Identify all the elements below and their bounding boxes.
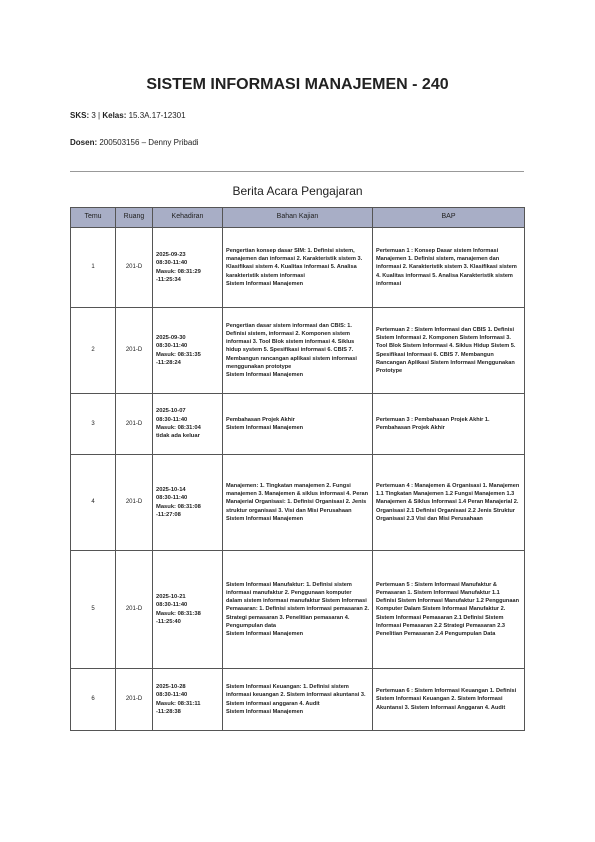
cell-temu: 6 (71, 669, 116, 731)
cell-temu: 1 (71, 228, 116, 308)
teaching-log-table (70, 207, 525, 731)
cell-kehadiran: 2025-10-07 08:30-11:40 Masuk: 08:31:04 tidak ada keluar (153, 394, 223, 455)
cell-kehadiran: 2025-10-21 08:30-11:40 Masuk: 08:31:38 -11:25:40 (153, 551, 223, 669)
sks-label: SKS: (70, 111, 90, 120)
table-row (71, 394, 525, 455)
cell-bap: Pertemuan 5 : Sistem Informasi Manufaktur & Pemasaran 1. Sistem Informasi Manufaktur 1.1 Definisi Sistem Informasi Manufaktur 1.2 Penggunaan Komputer Dalam Sistem Informasi Manufaktur 2. Sistem Informasi Pemasaran 2.1 Definisi Sistem Informasi Pemasaran 2.2 Strategi Pemasaran 2.3 Penelitian Pemasaran 2.4 Pengumpulan Data (373, 551, 525, 669)
cell-ruang: 201-D (116, 394, 153, 455)
cell-ruang: 201-D (116, 669, 153, 731)
cell-bahan-kajian: Sistem Informasi Keuangan: 1. Definisi sistem informasi keuangan 2. Sistem informasi akuntansi 3. Sistem informasi anggaran 4. Audit Sistem Informasi Manajemen (223, 669, 373, 731)
cell-kehadiran: 2025-10-28 08:30-11:40 Masuk: 08:31:11 -11:28:38 (153, 669, 223, 731)
cell-bahan-kajian: Manajemen: 1. Tingkatan manajemen 2. Fungsi manajemen 3. Manajemen & siklus informasi 4. Peran Manajerial Organisasi: 1. Definisi Organisasi 2. Jenis struktur organisasi 3. Visi dan Misi Perusahaan Sistem Informasi Manajemen (223, 455, 373, 551)
table-row (71, 455, 525, 551)
class-info (70, 111, 186, 120)
divider (70, 171, 524, 172)
cell-temu: 3 (71, 394, 116, 455)
col-header-bahan-kajian: Bahan Kajian (223, 208, 373, 228)
cell-kehadiran: 2025-10-14 08:30-11:40 Masuk: 08:31:08 -11:27:08 (153, 455, 223, 551)
cell-bahan-kajian: Pengertian dasar sistem informasi dan CBIS: 1. Definisi sistem, informasi 2. Komponen sistem informasi 3. Tool Blok sistem informasi 4. Siklus hidup system 5. Spesifikasi informasi 6. CBIS 7. Membangun rancangan aplikasi sistem informasi menggunakan prototype Sistem Informasi Manajemen (223, 308, 373, 394)
cell-temu: 4 (71, 455, 116, 551)
table-header-row (71, 208, 525, 228)
col-header-ruang: Ruang (116, 208, 153, 228)
kelas-label: Kelas: (102, 111, 127, 120)
cell-bap: Pertemuan 2 : Sistem Informasi dan CBIS 1. Definisi Sistem Informasi 2. Komponen Sistem Informasi 3. Tool Blok Sistem Informasi 4. Siklus Hidup Sistem 5. Spesifikasi Informasi 6. CBIS 7. Membangun Rancangan Aplikasi Sistem Informasi Menggunakan Prototype (373, 308, 525, 394)
lecturer-info (70, 138, 199, 147)
cell-temu: 5 (71, 551, 116, 669)
cell-ruang: 201-D (116, 455, 153, 551)
table-row (71, 669, 525, 731)
cell-bap: Pertemuan 4 : Manajemen & Organisasi 1. Manajemen 1.1 Tingkatan Manajemen 1.2 Fungsi Manajemen 1.3 Manajemen & Siklus Informasi 1.4 Peran Manajerial 2. Organisasi 2.1 Definisi Organisasi 2.2 Jenis Struktur Organisasi 2.3 Visi dan Misi Perusahaan (373, 455, 525, 551)
table-row (71, 228, 525, 308)
cell-bahan-kajian: Pembahasan Projek Akhir Sistem Informasi Manajemen (223, 394, 373, 455)
separator: | (98, 111, 101, 120)
kelas-value: 15.3A.17-12301 (128, 111, 186, 120)
sks-value: 3 (91, 111, 96, 120)
table-row (71, 308, 525, 394)
cell-bahan-kajian: Pengertian konsep dasar SIM: 1. Definisi sistem, manajemen dan informasi 2. Karakteristik sistem 3. Klasifikasi sistem 4. Kualitas informasi 5. Analisa karakteristik sistem informasi Sistem Informasi Manajemen (223, 228, 373, 308)
section-title: Berita Acara Pengajaran (232, 184, 363, 198)
dosen-value: 200503156 – Denny Pribadi (99, 138, 199, 147)
cell-bahan-kajian: Sistem Informasi Manufaktur: 1. Definisi sistem informasi manufaktur 2. Penggunaan komputer dalam sistem informasi manufaktur Sistem Informasi Pemasaran: 1. Definisi sistem informasi pemasaran 2. Strategi pemasaran 3. Penelitian pemasaran 4. Pengumpulan data Sistem Informasi Manajemen (223, 551, 373, 669)
cell-kehadiran: 2025-09-23 08:30-11:40 Masuk: 08:31:29 -11:25:34 (153, 228, 223, 308)
cell-bap: Pertemuan 3 : Pembahasan Projek Akhir 1. Pembahasan Projek Akhir (373, 394, 525, 455)
cell-bap: Pertemuan 6 : Sistem Informasi Keuangan 1. Definisi Sistem Informasi Keuangan 2. Sistem Informasi Akuntansi 3. Sistem Informasi Anggaran 4. Audit (373, 669, 525, 731)
cell-kehadiran: 2025-09-30 08:30-11:40 Masuk: 08:31:35 -11:28:24 (153, 308, 223, 394)
col-header-temu: Temu (71, 208, 116, 228)
dosen-label: Dosen: (70, 138, 98, 147)
col-header-bap: BAP (373, 208, 525, 228)
page-title: SISTEM INFORMASI MANAJEMEN - 240 (146, 76, 449, 93)
cell-ruang: 201-D (116, 551, 153, 669)
table-row (71, 551, 525, 669)
cell-ruang: 201-D (116, 308, 153, 394)
cell-bap: Pertemuan 1 : Konsep Dasar sistem Informasi Manajemen 1. Definisi sistem, manajemen dan informasi 2. Karakteristik sistem 3. Klasifikasi sistem 4. Kualitas informasi 5. Analisa Karakteristik sistem informasi (373, 228, 525, 308)
cell-ruang: 201-D (116, 228, 153, 308)
col-header-kehadiran: Kehadiran (153, 208, 223, 228)
cell-temu: 2 (71, 308, 116, 394)
